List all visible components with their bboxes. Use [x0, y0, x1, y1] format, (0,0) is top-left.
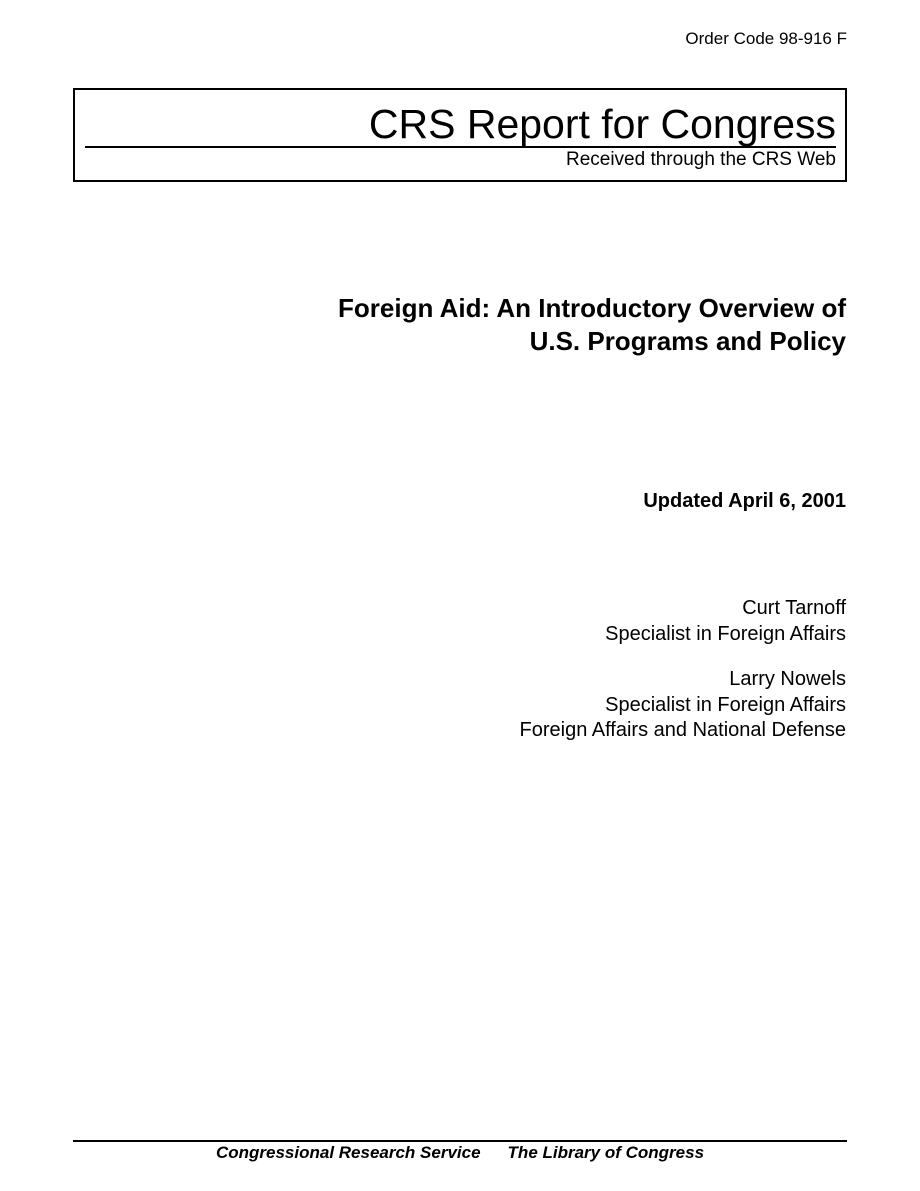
report-title	[338, 292, 846, 358]
footer-divider	[73, 1140, 847, 1142]
author-block-2	[520, 667, 847, 744]
updated-date: Updated April 6, 2001	[643, 490, 846, 512]
author-title: Specialist in Foreign Affairs	[605, 693, 846, 716]
report-series-title: CRS Report for Congress	[368, 101, 836, 147]
footer	[0, 1143, 920, 1163]
author-division: Foreign Affairs and National Defense	[519, 719, 846, 741]
report-title-line-2: U.S. Programs and Policy	[529, 326, 846, 356]
author-name: Larry Nowels	[729, 668, 846, 690]
report-header-box	[73, 88, 847, 182]
report-series-subtitle: Received through the CRS Web	[565, 149, 836, 170]
author-name: Curt Tarnoff	[742, 597, 846, 619]
author-title: Specialist in Foreign Affairs	[605, 622, 846, 645]
report-title-line-1: Foreign Aid: An Introductory Overview of	[338, 293, 846, 323]
footer-library: The Library of Congress	[507, 1143, 705, 1162]
author-block-1	[605, 596, 846, 647]
footer-organization: Congressional Research Service	[215, 1143, 481, 1162]
header-divider	[85, 146, 836, 148]
order-code: Order Code 98-916 F	[685, 29, 847, 48]
